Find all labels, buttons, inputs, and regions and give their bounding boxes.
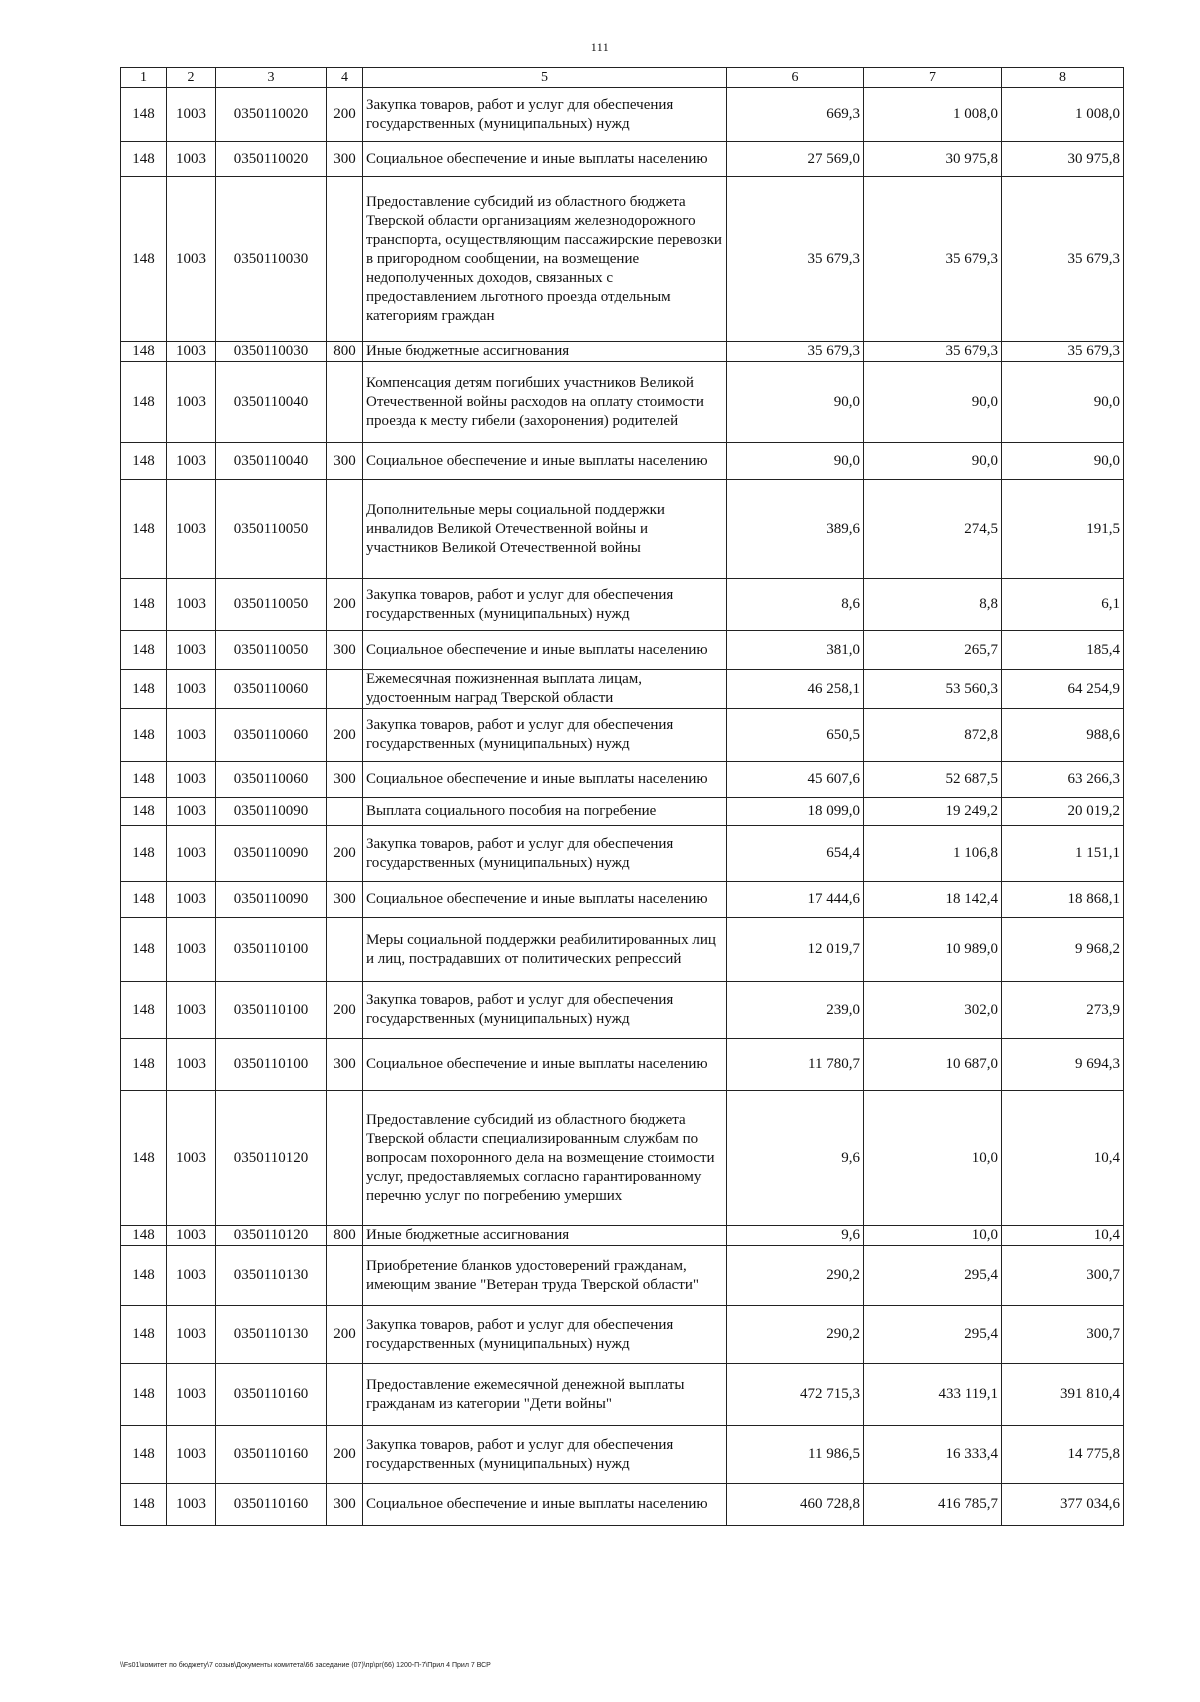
cell-amount-col6: 45 607,6 [727, 762, 864, 798]
table-row [121, 762, 1124, 798]
cell-section-code: 1003 [167, 918, 216, 982]
table-row [121, 670, 1124, 709]
table-row [121, 579, 1124, 631]
cell-amount-col8: 18 868,1 [1002, 882, 1124, 918]
cell-expense-type-code [327, 918, 363, 982]
cell-description: Иные бюджетные ассигнования [363, 342, 727, 362]
column-header: 7 [864, 68, 1002, 88]
cell-amount-col7: 1 106,8 [864, 826, 1002, 882]
cell-amount-col8: 6,1 [1002, 579, 1124, 631]
cell-amount-col6: 460 728,8 [727, 1484, 864, 1526]
cell-amount-col7: 295,4 [864, 1306, 1002, 1364]
cell-kgsr-code: 148 [121, 1364, 167, 1426]
cell-amount-col6: 35 679,3 [727, 342, 864, 362]
cell-amount-col7: 274,5 [864, 480, 1002, 579]
table-row [121, 177, 1124, 342]
cell-amount-col7: 35 679,3 [864, 177, 1002, 342]
cell-description: Социальное обеспечение и иные выплаты населению [363, 762, 727, 798]
cell-target-article-code: 0350110100 [216, 918, 327, 982]
cell-amount-col8: 35 679,3 [1002, 342, 1124, 362]
cell-amount-col8: 14 775,8 [1002, 1426, 1124, 1484]
cell-section-code: 1003 [167, 798, 216, 826]
cell-target-article-code: 0350110120 [216, 1226, 327, 1246]
cell-kgsr-code: 148 [121, 1246, 167, 1306]
cell-expense-type-code: 300 [327, 631, 363, 670]
cell-section-code: 1003 [167, 1039, 216, 1091]
cell-amount-col6: 290,2 [727, 1246, 864, 1306]
cell-amount-col8: 20 019,2 [1002, 798, 1124, 826]
table-row [121, 1426, 1124, 1484]
cell-expense-type-code: 200 [327, 982, 363, 1039]
cell-section-code: 1003 [167, 1364, 216, 1426]
cell-amount-col8: 10,4 [1002, 1226, 1124, 1246]
cell-amount-col6: 12 019,7 [727, 918, 864, 982]
cell-expense-type-code: 300 [327, 762, 363, 798]
cell-kgsr-code: 148 [121, 709, 167, 762]
cell-target-article-code: 0350110030 [216, 342, 327, 362]
cell-kgsr-code: 148 [121, 142, 167, 177]
cell-expense-type-code [327, 177, 363, 342]
cell-target-article-code: 0350110060 [216, 762, 327, 798]
table-row [121, 1306, 1124, 1364]
cell-amount-col8: 64 254,9 [1002, 670, 1124, 709]
cell-amount-col6: 11 780,7 [727, 1039, 864, 1091]
cell-kgsr-code: 148 [121, 1484, 167, 1526]
cell-description: Меры социальной поддержки реабилитированных лиц и лиц, пострадавших от политических репрессий [363, 918, 727, 982]
cell-description: Предоставление ежемесячной денежной выплаты гражданам из категории "Дети войны" [363, 1364, 727, 1426]
cell-target-article-code: 0350110100 [216, 982, 327, 1039]
cell-amount-col6: 17 444,6 [727, 882, 864, 918]
cell-expense-type-code [327, 670, 363, 709]
column-header: 2 [167, 68, 216, 88]
cell-amount-col7: 433 119,1 [864, 1364, 1002, 1426]
cell-kgsr-code: 148 [121, 1306, 167, 1364]
cell-expense-type-code [327, 1246, 363, 1306]
cell-amount-col6: 46 258,1 [727, 670, 864, 709]
cell-amount-col8: 300,7 [1002, 1306, 1124, 1364]
cell-amount-col7: 35 679,3 [864, 342, 1002, 362]
cell-amount-col8: 300,7 [1002, 1246, 1124, 1306]
table-row [121, 1246, 1124, 1306]
cell-kgsr-code: 148 [121, 1039, 167, 1091]
cell-section-code: 1003 [167, 670, 216, 709]
cell-amount-col8: 1 151,1 [1002, 826, 1124, 882]
cell-section-code: 1003 [167, 1484, 216, 1526]
cell-amount-col8: 988,6 [1002, 709, 1124, 762]
cell-section-code: 1003 [167, 982, 216, 1039]
cell-amount-col6: 290,2 [727, 1306, 864, 1364]
cell-description: Социальное обеспечение и иные выплаты населению [363, 1484, 727, 1526]
table-row [121, 982, 1124, 1039]
cell-amount-col6: 9,6 [727, 1091, 864, 1226]
cell-description: Социальное обеспечение и иные выплаты населению [363, 882, 727, 918]
cell-description: Социальное обеспечение и иные выплаты населению [363, 1039, 727, 1091]
cell-expense-type-code: 300 [327, 882, 363, 918]
cell-amount-col8: 391 810,4 [1002, 1364, 1124, 1426]
table-row [121, 631, 1124, 670]
cell-expense-type-code [327, 1091, 363, 1226]
table-row [121, 1364, 1124, 1426]
cell-description: Закупка товаров, работ и услуг для обеспечения государственных (муниципальных) нужд [363, 709, 727, 762]
cell-amount-col7: 18 142,4 [864, 882, 1002, 918]
cell-target-article-code: 0350110050 [216, 480, 327, 579]
cell-section-code: 1003 [167, 882, 216, 918]
table-row [121, 480, 1124, 579]
column-header: 6 [727, 68, 864, 88]
cell-section-code: 1003 [167, 826, 216, 882]
cell-target-article-code: 0350110050 [216, 579, 327, 631]
cell-amount-col8: 191,5 [1002, 480, 1124, 579]
cell-target-article-code: 0350110160 [216, 1364, 327, 1426]
cell-amount-col8: 30 975,8 [1002, 142, 1124, 177]
table-row [121, 88, 1124, 142]
cell-kgsr-code: 148 [121, 798, 167, 826]
cell-amount-col8: 90,0 [1002, 362, 1124, 443]
table-row [121, 798, 1124, 826]
cell-description: Закупка товаров, работ и услуг для обеспечения государственных (муниципальных) нужд [363, 1426, 727, 1484]
cell-amount-col8: 9 968,2 [1002, 918, 1124, 982]
cell-expense-type-code: 200 [327, 88, 363, 142]
cell-amount-col6: 18 099,0 [727, 798, 864, 826]
table-body [121, 88, 1124, 1526]
cell-target-article-code: 0350110130 [216, 1246, 327, 1306]
cell-target-article-code: 0350110060 [216, 670, 327, 709]
cell-section-code: 1003 [167, 1426, 216, 1484]
column-header: 1 [121, 68, 167, 88]
cell-description: Иные бюджетные ассигнования [363, 1226, 727, 1246]
cell-description: Выплата социального пособия на погребение [363, 798, 727, 826]
cell-amount-col8: 35 679,3 [1002, 177, 1124, 342]
cell-amount-col7: 16 333,4 [864, 1426, 1002, 1484]
table-row [121, 142, 1124, 177]
table-row [121, 882, 1124, 918]
cell-amount-col7: 10,0 [864, 1226, 1002, 1246]
cell-target-article-code: 0350110100 [216, 1039, 327, 1091]
cell-target-article-code: 0350110020 [216, 142, 327, 177]
cell-amount-col7: 10 687,0 [864, 1039, 1002, 1091]
cell-amount-col6: 239,0 [727, 982, 864, 1039]
cell-amount-col7: 265,7 [864, 631, 1002, 670]
cell-target-article-code: 0350110060 [216, 709, 327, 762]
column-header: 4 [327, 68, 363, 88]
header-row [121, 68, 1124, 88]
table-row [121, 342, 1124, 362]
cell-section-code: 1003 [167, 88, 216, 142]
cell-amount-col7: 90,0 [864, 362, 1002, 443]
cell-kgsr-code: 148 [121, 631, 167, 670]
cell-amount-col7: 302,0 [864, 982, 1002, 1039]
cell-amount-col7: 52 687,5 [864, 762, 1002, 798]
cell-amount-col7: 30 975,8 [864, 142, 1002, 177]
cell-section-code: 1003 [167, 1306, 216, 1364]
cell-amount-col6: 9,6 [727, 1226, 864, 1246]
cell-target-article-code: 0350110160 [216, 1426, 327, 1484]
cell-expense-type-code: 200 [327, 709, 363, 762]
cell-section-code: 1003 [167, 480, 216, 579]
budget-table [120, 67, 1124, 1526]
cell-amount-col7: 10 989,0 [864, 918, 1002, 982]
cell-amount-col7: 53 560,3 [864, 670, 1002, 709]
cell-expense-type-code [327, 798, 363, 826]
cell-target-article-code: 0350110090 [216, 798, 327, 826]
cell-section-code: 1003 [167, 1091, 216, 1226]
cell-kgsr-code: 148 [121, 762, 167, 798]
cell-amount-col6: 472 715,3 [727, 1364, 864, 1426]
cell-description: Закупка товаров, работ и услуг для обеспечения государственных (муниципальных) нужд [363, 88, 727, 142]
cell-amount-col6: 669,3 [727, 88, 864, 142]
table-row [121, 362, 1124, 443]
cell-expense-type-code: 800 [327, 1226, 363, 1246]
cell-target-article-code: 0350110020 [216, 88, 327, 142]
cell-amount-col7: 872,8 [864, 709, 1002, 762]
table-row [121, 1091, 1124, 1226]
cell-section-code: 1003 [167, 579, 216, 631]
table-row [121, 1484, 1124, 1526]
cell-amount-col7: 90,0 [864, 443, 1002, 480]
cell-section-code: 1003 [167, 177, 216, 342]
cell-expense-type-code: 200 [327, 1306, 363, 1364]
cell-expense-type-code: 300 [327, 142, 363, 177]
cell-description: Закупка товаров, работ и услуг для обеспечения государственных (муниципальных) нужд [363, 1306, 727, 1364]
cell-kgsr-code: 148 [121, 443, 167, 480]
cell-section-code: 1003 [167, 362, 216, 443]
cell-amount-col8: 63 266,3 [1002, 762, 1124, 798]
footer-file-path: \\Fs01\комитет по бюджету\7 созыв\Документы комитета\66 заседание (07)\пр\рг(66) 1200-П-7\Прил 4 Прил 7 ВСР [120, 1662, 491, 1669]
cell-amount-col6: 27 569,0 [727, 142, 864, 177]
cell-description: Закупка товаров, работ и услуг для обеспечения государственных (муниципальных) нужд [363, 982, 727, 1039]
cell-expense-type-code [327, 480, 363, 579]
cell-description: Приобретение бланков удостоверений гражданам, имеющим звание "Ветеран труда Тверской области" [363, 1246, 727, 1306]
cell-expense-type-code: 800 [327, 342, 363, 362]
cell-amount-col8: 377 034,6 [1002, 1484, 1124, 1526]
cell-expense-type-code: 300 [327, 1039, 363, 1091]
cell-target-article-code: 0350110050 [216, 631, 327, 670]
column-header: 5 [363, 68, 727, 88]
cell-amount-col8: 185,4 [1002, 631, 1124, 670]
cell-expense-type-code [327, 1364, 363, 1426]
cell-description: Социальное обеспечение и иные выплаты населению [363, 631, 727, 670]
cell-expense-type-code: 300 [327, 1484, 363, 1526]
cell-expense-type-code: 200 [327, 1426, 363, 1484]
cell-target-article-code: 0350110040 [216, 443, 327, 480]
cell-amount-col7: 1 008,0 [864, 88, 1002, 142]
cell-kgsr-code: 148 [121, 882, 167, 918]
cell-description: Закупка товаров, работ и услуг для обеспечения государственных (муниципальных) нужд [363, 826, 727, 882]
cell-amount-col6: 90,0 [727, 362, 864, 443]
cell-target-article-code: 0350110120 [216, 1091, 327, 1226]
cell-kgsr-code: 148 [121, 177, 167, 342]
cell-amount-col6: 35 679,3 [727, 177, 864, 342]
cell-section-code: 1003 [167, 762, 216, 798]
table-row [121, 709, 1124, 762]
cell-amount-col8: 273,9 [1002, 982, 1124, 1039]
cell-amount-col6: 11 986,5 [727, 1426, 864, 1484]
cell-section-code: 1003 [167, 709, 216, 762]
cell-kgsr-code: 148 [121, 579, 167, 631]
cell-kgsr-code: 148 [121, 670, 167, 709]
cell-description: Закупка товаров, работ и услуг для обеспечения государственных (муниципальных) нужд [363, 579, 727, 631]
cell-amount-col7: 8,8 [864, 579, 1002, 631]
cell-description: Предоставление субсидий из областного бюджета Тверской области организациям железнодорожного транспорта, осуществляющим пассажирские перевозки в пригородном сообщении, на возмещение недополученных доходов, связанных с предоставлением льготного проезда отдельным категориям граждан [363, 177, 727, 342]
cell-target-article-code: 0350110030 [216, 177, 327, 342]
cell-description: Социальное обеспечение и иные выплаты населению [363, 443, 727, 480]
cell-expense-type-code [327, 362, 363, 443]
table-row [121, 1226, 1124, 1246]
cell-section-code: 1003 [167, 342, 216, 362]
cell-target-article-code: 0350110090 [216, 882, 327, 918]
cell-description: Компенсация детям погибших участников Великой Отечественной войны расходов на оплату стоимости проезда к месту гибели (захоронения) родителей [363, 362, 727, 443]
table-row [121, 826, 1124, 882]
cell-section-code: 1003 [167, 1226, 216, 1246]
cell-amount-col6: 654,4 [727, 826, 864, 882]
column-header: 8 [1002, 68, 1124, 88]
cell-kgsr-code: 148 [121, 1226, 167, 1246]
cell-section-code: 1003 [167, 142, 216, 177]
cell-kgsr-code: 148 [121, 480, 167, 579]
cell-amount-col7: 295,4 [864, 1246, 1002, 1306]
cell-description: Ежемесячная пожизненная выплата лицам, удостоенным наград Тверской области [363, 670, 727, 709]
cell-expense-type-code: 200 [327, 826, 363, 882]
cell-amount-col7: 10,0 [864, 1091, 1002, 1226]
cell-expense-type-code: 300 [327, 443, 363, 480]
column-header: 3 [216, 68, 327, 88]
table-row [121, 918, 1124, 982]
cell-kgsr-code: 148 [121, 1426, 167, 1484]
cell-kgsr-code: 148 [121, 88, 167, 142]
cell-amount-col6: 90,0 [727, 443, 864, 480]
cell-kgsr-code: 148 [121, 826, 167, 882]
cell-amount-col6: 650,5 [727, 709, 864, 762]
cell-kgsr-code: 148 [121, 982, 167, 1039]
cell-amount-col6: 8,6 [727, 579, 864, 631]
cell-amount-col8: 90,0 [1002, 443, 1124, 480]
cell-expense-type-code: 200 [327, 579, 363, 631]
cell-kgsr-code: 148 [121, 1091, 167, 1226]
cell-section-code: 1003 [167, 1246, 216, 1306]
table-row [121, 443, 1124, 480]
cell-target-article-code: 0350110040 [216, 362, 327, 443]
table-row [121, 1039, 1124, 1091]
cell-section-code: 1003 [167, 631, 216, 670]
cell-description: Социальное обеспечение и иные выплаты населению [363, 142, 727, 177]
cell-description: Дополнительные меры социальной поддержки инвалидов Великой Отечественной войны и участников Великой Отечественной войны [363, 480, 727, 579]
cell-amount-col8: 10,4 [1002, 1091, 1124, 1226]
cell-description: Предоставление субсидий из областного бюджета Тверской области специализированным службам по вопросам похоронного дела на возмещение стоимости услуг, предоставляемых согласно гарантированному перечню услуг по погребению умерших [363, 1091, 727, 1226]
cell-amount-col8: 1 008,0 [1002, 88, 1124, 142]
cell-amount-col8: 9 694,3 [1002, 1039, 1124, 1091]
cell-section-code: 1003 [167, 443, 216, 480]
cell-amount-col7: 416 785,7 [864, 1484, 1002, 1526]
cell-kgsr-code: 148 [121, 342, 167, 362]
cell-amount-col6: 381,0 [727, 631, 864, 670]
page-number: 111 [590, 40, 610, 54]
cell-kgsr-code: 148 [121, 362, 167, 443]
cell-target-article-code: 0350110090 [216, 826, 327, 882]
cell-kgsr-code: 148 [121, 918, 167, 982]
cell-target-article-code: 0350110130 [216, 1306, 327, 1364]
cell-amount-col6: 389,6 [727, 480, 864, 579]
cell-target-article-code: 0350110160 [216, 1484, 327, 1526]
cell-amount-col7: 19 249,2 [864, 798, 1002, 826]
